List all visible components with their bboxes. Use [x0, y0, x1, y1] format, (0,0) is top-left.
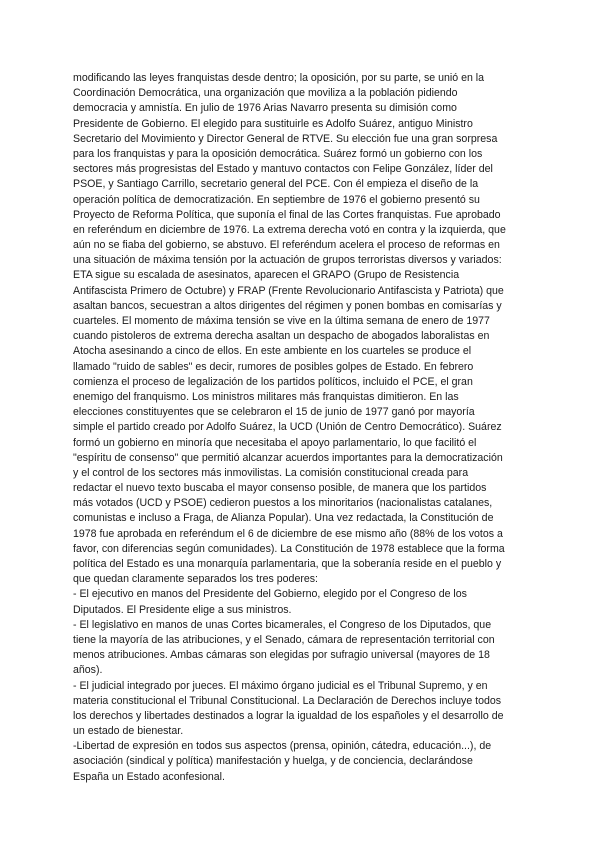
- text-line: años).: [73, 664, 103, 677]
- text-line: Atocha asesinando a cinco de ellos. En este ambiente en los cuarteles se produce el: [73, 345, 472, 358]
- text-line: comienza el proceso de legalización de los partidos políticos, incluido el PCE, el gran: [73, 375, 473, 388]
- text-line: Secretario del Movimiento y Director General de RTVE. Su elección fue una gran sorpresa: [73, 132, 498, 145]
- text-line: "espíritu de consenso" que permitió alcanzar acuerdos importantes para la democratización: [73, 451, 503, 464]
- body-text: [73, 71, 535, 785]
- text-line: cuarteles. El momento de máxima tensión se vive en la última semana de enero de 1977: [73, 315, 490, 327]
- text-line: Antifascista Primero de Octubre) y FRAP (Frente Revolucionario Antifascista y Patriota) que: [73, 284, 504, 297]
- text-line: PSOE, y Santiago Carrillo, secretario general del PCE. Con él empieza el diseño de la: [73, 178, 479, 191]
- text-line: operación política de democratización. En septiembre de 1976 el gobierno presentó su: [73, 193, 480, 206]
- text-line: política del Estado es una monarquía parlamentaria, que la soberanía reside en el pueblo y: [73, 558, 502, 570]
- text-line: - El legislativo en manos de unas Cortes bicamerales, el Congreso de los Diputados, que: [73, 618, 492, 631]
- text-line: Presidente de Gobierno. El elegido para sustituirle es Adolfo Suárez, antiguo Ministro: [73, 117, 473, 130]
- text-line: una situación de máxima tensión por la actuación de grupos terroristas diversos y variados:: [73, 254, 502, 267]
- text-line: modificando las leyes franquistas desde dentro; la oposición, por su parte, se unió en la: [73, 72, 485, 84]
- text-line: para los franquistas y para la oposición democrática. Suárez formó un gobierno con los: [73, 147, 483, 160]
- text-line: más votados (UCD y PSOE) cedieron puestos a los minoritarios (nacionalistas catalanes,: [73, 497, 493, 510]
- text-line: - El ejecutivo en manos del Presidente del Gobierno, elegido por el Congreso de los: [73, 588, 467, 601]
- text-line: Coordinación Democrática, una organización que moviliza a la población pidiendo: [73, 87, 458, 100]
- text-line: en referéndum en diciembre de 1976. La extrema derecha votó en contra y la izquierda, que: [73, 223, 506, 236]
- text-line: enemigo del franquismo. Los ministros militares más franquistas dimitieron. En las: [73, 390, 459, 403]
- text-line: tiene la mayoría de las atribuciones, y el Senado, cámara de representación territorial con: [73, 633, 495, 646]
- text-line: ETA sigue su escalada de asesinatos, aparecen el GRAPO (Grupo de Resistencia: [73, 269, 460, 282]
- text-line: favor, con diferencias según comunidades). La Constitución de 1978 establece que la forma: [73, 542, 505, 555]
- text-line: 1978 fue aprobada en referéndum el 6 de diciembre de ese mismo año (88% de los votos a: [73, 527, 503, 540]
- text-line: materia constitucional el Tribunal Constitucional. La Declaración de Derechos incluye todos: [73, 694, 502, 707]
- text-line: formó un gobierno en minoría que necesitaba el apoyo parlamentario, lo que facilitó el: [73, 436, 477, 449]
- text-line: un estado de bienestar.: [73, 725, 184, 738]
- text-line: cuando pistoleros de extrema derecha asaltan un despacho de abogados laboralistas en: [73, 330, 490, 343]
- text-line: redactar el nuevo texto buscaba el mayor consenso posible, de manera que los partidos: [73, 482, 487, 495]
- text-line: España un Estado aconfesional.: [73, 770, 225, 783]
- text-line: asaltan bancos, secuestran a altos dirigentes del régimen y ponen bombas en comisarías y: [73, 299, 502, 312]
- text-line: y el control de los sectores más inmovilistas. La comisión constitucional creada para: [73, 466, 469, 479]
- text-line: sectores más progresistas del Estado y mantuvo contactos con Felipe González, líder del: [73, 163, 493, 176]
- text-line: que quedan claramente separados los tres poderes:: [73, 573, 318, 586]
- text-line: asociación (sindical y política) manifestación y huelga, y de conciencia, declarándose: [73, 755, 473, 768]
- text-line: comunistas e incluso a Fraga, de Alianza Popular). Una vez redactada, la Constitución de: [73, 512, 494, 525]
- text-line: - El judicial integrado por jueces. El máximo órgano judicial es el Tribunal Supremo, y en: [73, 679, 488, 692]
- text-line: -Libertad de expresión en todos sus aspectos (prensa, opinión, cátedra, educación...), de: [73, 740, 492, 753]
- text-line: menos atribuciones. Ambas cámaras son elegidas por sufragio universal (mayores de 18: [73, 649, 490, 662]
- text-line: Proyecto de Reforma Política, que suponía el final de las Cortes franquistas. Fue aprobado: [73, 208, 501, 221]
- text-line: aún no se fiaba del gobierno, se abstuvo. El referéndum acelera el proceso de reformas en: [73, 239, 500, 252]
- text-line: los derechos y libertades destinados a lograr la igualdad de los españoles y el desarrollo de: [73, 709, 504, 722]
- text-line: elecciones constituyentes que se celebraron el 15 de junio de 1977 ganó por mayoría: [73, 406, 475, 419]
- text-line: simple el partido creado por Adolfo Suárez, la UCD (Unión de Centro Democrático). Suárez: [73, 421, 502, 434]
- text-line: llamado "ruido de sables" es decir, rumores de posibles golpes de Estado. En febrero: [73, 360, 474, 373]
- text-line: Diputados. El Presidente elige a sus ministros.: [73, 603, 292, 616]
- text-line: democracia y amnistía. En julio de 1976 Arias Navarro presenta su dimisión como: [73, 102, 457, 115]
